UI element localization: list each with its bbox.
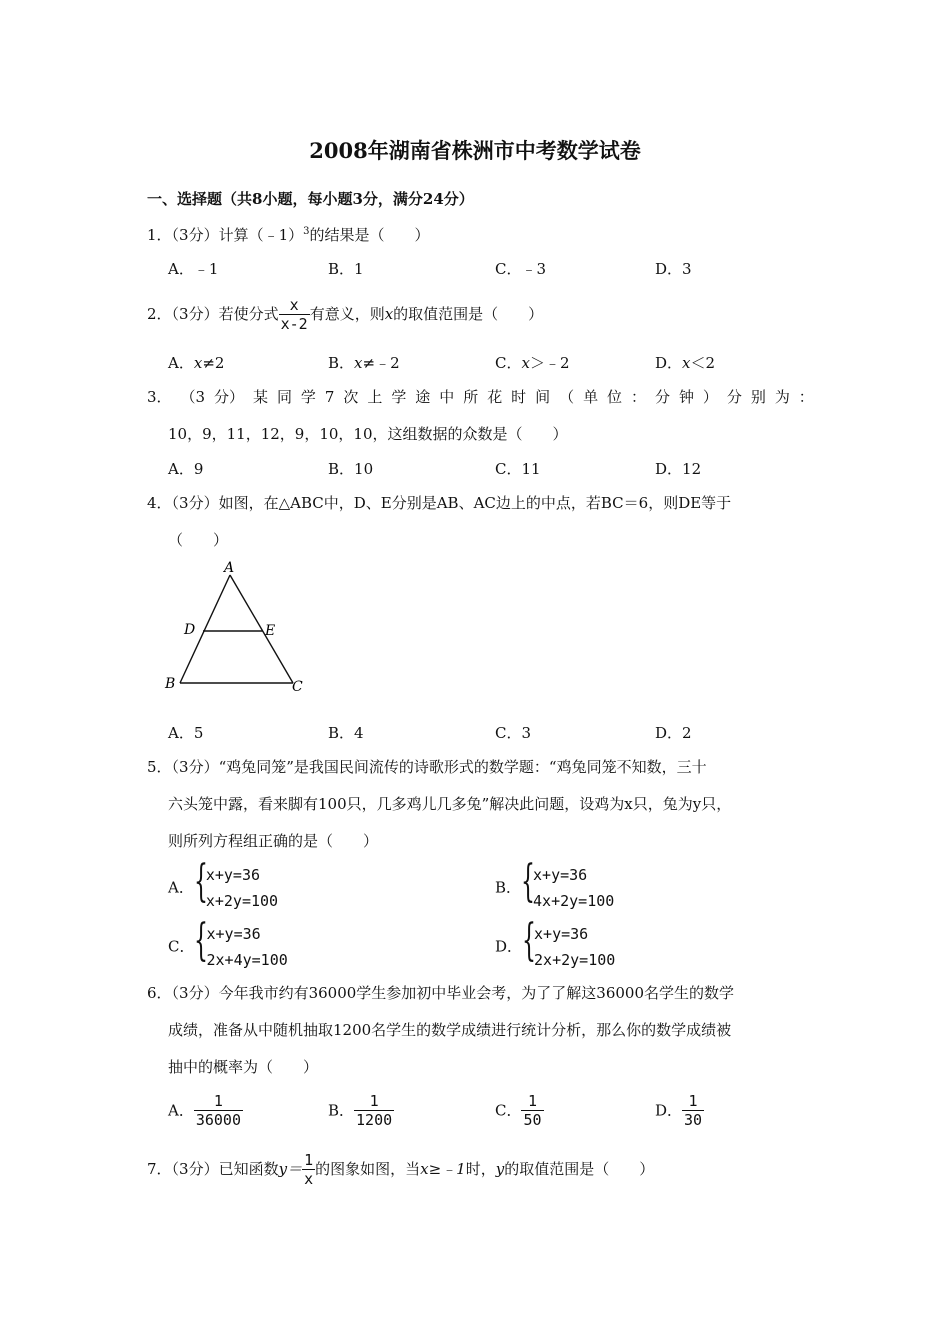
q2-fraction-denominator: x-2 [280, 315, 308, 333]
q2-fraction-numerator: x [289, 296, 299, 314]
question-4-line-1: 4．（3分）如图，在△ABC中，D、E分别是AB、AC边上的中点，若BC＝6，则DE等于 [147, 494, 732, 512]
q3-option-a: A．9 [168, 460, 204, 478]
q7-function: y＝ [278, 1160, 303, 1178]
q7-stem-tail: 的图象如图，当 [315, 1160, 421, 1178]
q7-stem-tail3: 的取值范围是（ ） [504, 1160, 655, 1178]
q2-stem-text: 2．（3分）若使分式 [147, 305, 279, 323]
question-5-line-3: 则所列方程组正确的是（ ） [168, 832, 379, 850]
label-b: B [165, 676, 176, 692]
q4-option-b: B．4 [328, 724, 364, 742]
q5-option-d: D． { x+y=36 2x+2y=100 [495, 915, 616, 969]
q6-option-d: D． $\frac{1}{30}$ [655, 1092, 703, 1129]
q3-line1-char: 途 [415, 388, 431, 406]
q1-stem-tail: 的结果是（ ） [309, 226, 430, 244]
q5-option-c: C． { x+y=36 2x+4y=100 [168, 915, 288, 969]
q3-line1-char: （ [559, 388, 575, 406]
q3-line1-char: ： [798, 388, 814, 406]
q3-line1-char: ） [702, 388, 718, 406]
question-3-line-2: 10，9，11，12，9，10，10，这组数据的众数是（ ） [168, 425, 568, 443]
q5-option-a: A． { x+y=36 x+2y=100 [168, 856, 279, 910]
q1-option-b: B．1 [328, 260, 364, 278]
q3-line1-char: 花 [487, 388, 503, 406]
q7-fraction: $\frac{1}{x}$ [304, 1151, 314, 1188]
q4-option-d: D．2 [655, 724, 692, 742]
question-7-stem [147, 1152, 654, 1188]
q3-line1-char: 所 [463, 388, 479, 406]
q6-option-b: B． $\frac{1}{1200}$ [328, 1092, 393, 1129]
q3-line1-char: 单 [583, 388, 599, 406]
q1-exponent: 3 [303, 226, 310, 237]
q3-line1-char: 钟 [678, 388, 694, 406]
q7-variable: y [495, 1160, 505, 1178]
triangle-figure [160, 555, 320, 700]
q3-line1-char: 学 [391, 388, 407, 406]
label-c: C [292, 679, 303, 695]
q3-line1-char: 中 [439, 388, 455, 406]
q2-option-b: B．x≠﹣2 [328, 354, 400, 372]
q3-line1-char: 位 [607, 388, 623, 406]
q1-stem-text: 1．（3分）计算（﹣1） [147, 226, 304, 244]
label-e: E [265, 623, 276, 639]
page-title: 2008年湖南省株洲市中考数学试卷 [309, 138, 641, 163]
question-3-line-1 [147, 390, 814, 405]
q3-line1-char: 某 [252, 388, 268, 406]
question-5-line-1: 5．（3分）“鸡兔同笼”是我国民间流传的诗歌形式的数学题：“鸡兔同笼不知数，三十 [147, 758, 707, 776]
q7-stem-text: 7．（3分）已知函数 [147, 1160, 279, 1178]
q3-line1-char: 3． [147, 388, 172, 406]
q3-line1-char: 时 [511, 388, 527, 406]
q7-condition: x≥﹣1 [420, 1160, 466, 1178]
q4-option-a: A．5 [168, 724, 204, 742]
q3-line1-char: 间 [535, 388, 551, 406]
question-6-line-2: 成绩，准备从中随机抽取1200名学生的数学成绩进行统计分析，那么你的数学成绩被 [168, 1021, 732, 1039]
question-1-stem [147, 227, 430, 243]
q7-stem-tail2: 时， [465, 1160, 496, 1178]
q2-option-a: A．x≠2 [168, 354, 225, 372]
question-4-line-2: （ ） [168, 531, 229, 549]
section-heading: 一、选择题（共8小题，每小题3分，满分24分） [147, 190, 474, 208]
q3-line1-char: ： [631, 388, 647, 406]
q3-line1-char: 上 [367, 388, 383, 406]
q3-option-b: B．10 [328, 460, 374, 478]
q6-option-a: A． $\frac{1}{36000}$ [168, 1092, 241, 1129]
q3-line1-char: 学 [300, 388, 316, 406]
q3-line1-char: 分 [654, 388, 670, 406]
q3-line1-char: 为 [774, 388, 790, 406]
q1-option-c: C．﹣3 [495, 260, 547, 278]
q3-line1-char: 同 [276, 388, 292, 406]
question-5-line-2: 六头笼中露，看来脚有100只，几多鸡儿几多兔”解决此问题，设鸡为x只，兔为y只， [168, 795, 732, 813]
question-6-line-3: 抽中的概率为（ ） [168, 1058, 319, 1076]
q2-stem-tail: 有意义，则 [309, 305, 385, 323]
q3-line1-char: 次 [343, 388, 359, 406]
q1-option-d: D．3 [655, 260, 692, 278]
q2-variable: x [384, 305, 394, 323]
q3-line1-char: 分 [726, 388, 742, 406]
q1-option-a: A．﹣1 [168, 260, 219, 278]
q3-option-c: C．11 [495, 460, 541, 478]
question-6-line-1: 6．（3分）今年我市约有36000学生参加初中毕业会考，为了了解这36000名学生的数学 [147, 984, 735, 1002]
q2-option-c: C．x＞﹣2 [495, 354, 570, 372]
q6-option-c: C． $\frac{1}{50}$ [495, 1092, 542, 1129]
q2-fraction [279, 297, 310, 333]
q2-stem-tail2: 的取值范围是（ ） [393, 305, 544, 323]
q3-line1-char: 别 [750, 388, 766, 406]
side-ac [230, 575, 293, 683]
q3-line1-char: 分） [214, 388, 245, 406]
label-a: A [224, 560, 235, 576]
q3-line1-char: （3 [180, 388, 206, 406]
q4-option-c: C．3 [495, 724, 532, 742]
q3-option-d: D．12 [655, 460, 702, 478]
question-2-stem [147, 297, 543, 333]
label-d: D [184, 622, 196, 638]
q2-option-d: D．x＜2 [655, 354, 716, 372]
q5-option-b: B． { x+y=36 4x+2y=100 [495, 856, 615, 910]
q3-line1-char: 7 [324, 388, 335, 406]
